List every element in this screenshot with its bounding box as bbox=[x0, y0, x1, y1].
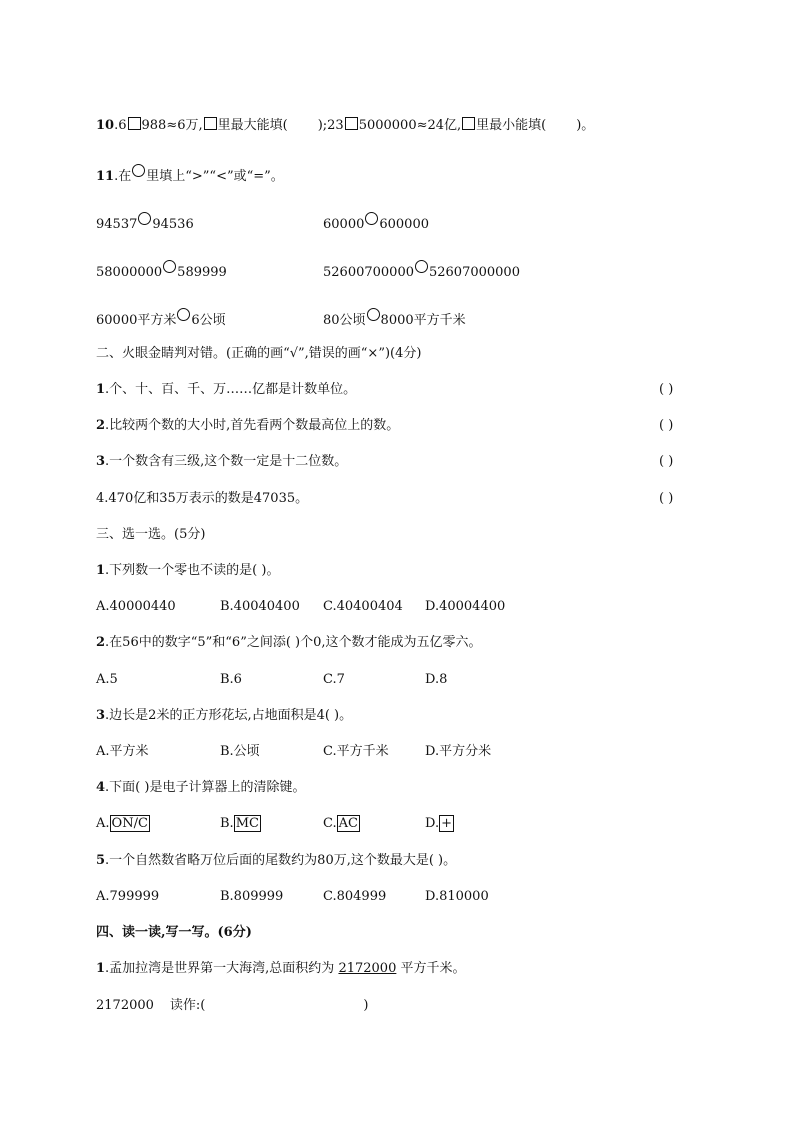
q10-text: 988≈6万, bbox=[141, 118, 203, 133]
q-number: 2 bbox=[96, 635, 106, 650]
q-number: 2 bbox=[96, 418, 106, 433]
blank-circle-icon[interactable] bbox=[415, 260, 428, 273]
choice-question bbox=[96, 779, 305, 797]
option-b[interactable]: B.40040400 bbox=[220, 599, 300, 614]
q10-text: 5000000≈24亿, bbox=[358, 118, 462, 133]
blank-circle-icon bbox=[132, 164, 145, 177]
q-number: 10 bbox=[96, 118, 115, 133]
choice-question bbox=[96, 707, 352, 725]
option-letter: C. bbox=[323, 816, 337, 831]
question-text: 平方千米。 bbox=[396, 961, 466, 976]
option-b[interactable]: B.6 bbox=[220, 672, 242, 687]
choice-question bbox=[96, 852, 456, 870]
section-2-title: 二、火眼金睛判对错。(正确的画“√”,错误的画“×”)(4分) bbox=[96, 346, 422, 361]
question-text: .下面( )是电子计算器上的清除键。 bbox=[105, 780, 306, 795]
judge-item bbox=[96, 453, 347, 471]
judge-text: .比较两个数的大小时,首先看两个数最高位上的数。 bbox=[105, 418, 400, 433]
answer-paren[interactable]: ( ) bbox=[659, 491, 674, 506]
judge-text: .个、十、百、千、万……亿都是计数单位。 bbox=[105, 382, 357, 397]
compare-left: 94537 bbox=[96, 217, 138, 232]
compare-right: 52607000000 bbox=[428, 265, 520, 280]
option-b[interactable]: B.公顷 bbox=[220, 744, 260, 759]
q-number: 3 bbox=[96, 454, 106, 469]
question-text: .在56中的数字“5”和“6”之间添( )个0,这个数才能成为五亿零六。 bbox=[105, 635, 482, 650]
q-number: 1 bbox=[96, 961, 106, 976]
read-write-question bbox=[96, 960, 466, 978]
option-d[interactable]: D.平方分米 bbox=[425, 744, 492, 759]
option-c[interactable]: C.7 bbox=[323, 672, 345, 687]
option-a[interactable]: A.平方米 bbox=[96, 744, 149, 759]
judge-text: .一个数含有三级,这个数一定是十二位数。 bbox=[105, 454, 348, 469]
option-d[interactable] bbox=[425, 815, 454, 833]
compare-left: 52600700000 bbox=[323, 265, 414, 280]
blank-circle-icon[interactable] bbox=[365, 212, 378, 225]
answer-paren[interactable]: ( ) bbox=[659, 382, 674, 397]
option-c[interactable]: C.804999 bbox=[323, 889, 387, 904]
section-4-title: 四、读一读,写一写。(6分) bbox=[96, 925, 252, 940]
compare-right: 600000 bbox=[379, 217, 429, 232]
question-text: .一个自然数省略万位后面的尾数约为80万,这个数最大是( )。 bbox=[105, 853, 457, 868]
close-paren: ) bbox=[363, 998, 369, 1013]
q11-text: .在 bbox=[114, 169, 132, 184]
compare-left: 60000平方米 bbox=[96, 313, 177, 328]
question-text: .边长是2米的正方形花坛,占地面积是4( )。 bbox=[105, 708, 353, 723]
option-a[interactable]: A.40000440 bbox=[96, 599, 176, 614]
option-c[interactable]: C.平方千米 bbox=[323, 744, 389, 759]
compare-right: 94536 bbox=[152, 217, 194, 232]
blank-circle-icon[interactable] bbox=[367, 308, 380, 321]
compare-item bbox=[96, 260, 227, 282]
q10-text: 里最小能填( bbox=[476, 118, 547, 133]
option-c[interactable]: C.40400404 bbox=[323, 599, 403, 614]
option-letter: A. bbox=[96, 816, 110, 831]
option-a[interactable]: A.799999 bbox=[96, 889, 160, 904]
judge-item bbox=[96, 381, 356, 399]
q-number: 1 bbox=[96, 382, 106, 397]
option-c[interactable] bbox=[323, 815, 360, 833]
judge-item bbox=[96, 490, 308, 508]
option-d[interactable]: D.8 bbox=[425, 672, 448, 687]
compare-item bbox=[323, 212, 429, 234]
question-text: .孟加拉湾是世界第一大海湾,总面积约为 bbox=[105, 961, 339, 976]
calculator-key: AC bbox=[338, 816, 358, 831]
blank-circle-icon[interactable] bbox=[163, 260, 176, 273]
option-b[interactable]: B.809999 bbox=[220, 889, 284, 904]
q10-text: )。 bbox=[576, 118, 595, 133]
compare-left: 80公顷 bbox=[323, 313, 366, 328]
option-d[interactable]: D.40004400 bbox=[425, 599, 506, 614]
q-number: 1 bbox=[96, 563, 106, 578]
calculator-key: + bbox=[441, 816, 452, 831]
q-number: 3 bbox=[96, 708, 106, 723]
q11-text: 里填上“>”“<”或“=”。 bbox=[146, 169, 284, 184]
blank-circle-icon[interactable] bbox=[138, 212, 151, 225]
compare-item bbox=[323, 260, 520, 282]
q-number: 11 bbox=[96, 169, 115, 184]
question-text: .下列数一个零也不读的是( )。 bbox=[105, 563, 280, 578]
option-b[interactable] bbox=[220, 815, 261, 833]
q10-text: );23 bbox=[317, 118, 344, 133]
blank-square-icon bbox=[462, 117, 475, 130]
option-a[interactable] bbox=[96, 815, 150, 833]
choice-question bbox=[96, 562, 279, 580]
blank-square-icon bbox=[204, 117, 217, 130]
blank-circle-icon[interactable] bbox=[177, 308, 190, 321]
answer-paren[interactable]: ( ) bbox=[659, 418, 674, 433]
question-11 bbox=[96, 164, 284, 186]
underlined-number: 2172000 bbox=[338, 961, 397, 976]
number-to-read: 2172000 bbox=[96, 998, 154, 1013]
compare-right: 6公顷 bbox=[191, 313, 226, 328]
calculator-key: ON/C bbox=[111, 816, 148, 831]
calculator-key: MC bbox=[235, 816, 259, 831]
compare-item bbox=[96, 212, 194, 234]
option-a[interactable]: A.5 bbox=[96, 672, 118, 687]
question-10 bbox=[96, 117, 594, 135]
section-3-title: 三、选一选。(5分) bbox=[96, 527, 206, 542]
judge-text: .470亿和35万表示的数是47035。 bbox=[104, 491, 309, 506]
blank-square-icon bbox=[128, 117, 141, 130]
option-letter: D. bbox=[425, 816, 440, 831]
q-number: 4 bbox=[96, 491, 105, 506]
q10-text: .6 bbox=[114, 118, 127, 133]
compare-left: 58000000 bbox=[96, 265, 163, 280]
compare-right: 589999 bbox=[177, 265, 227, 280]
option-d[interactable]: D.810000 bbox=[425, 889, 489, 904]
read-as-label: 读作:( bbox=[169, 998, 206, 1013]
compare-item bbox=[323, 308, 466, 330]
q-number: 5 bbox=[96, 853, 106, 868]
q10-text: 里最大能填( bbox=[217, 118, 288, 133]
compare-item bbox=[96, 308, 226, 330]
compare-left: 60000 bbox=[323, 217, 365, 232]
q-number: 4 bbox=[96, 780, 106, 795]
compare-right: 8000平方千米 bbox=[380, 313, 466, 328]
option-letter: B. bbox=[220, 816, 234, 831]
judge-item bbox=[96, 417, 399, 435]
blank-square-icon bbox=[345, 117, 358, 130]
answer-paren[interactable]: ( ) bbox=[659, 454, 674, 469]
choice-question bbox=[96, 634, 482, 652]
read-as-line bbox=[96, 997, 368, 1015]
